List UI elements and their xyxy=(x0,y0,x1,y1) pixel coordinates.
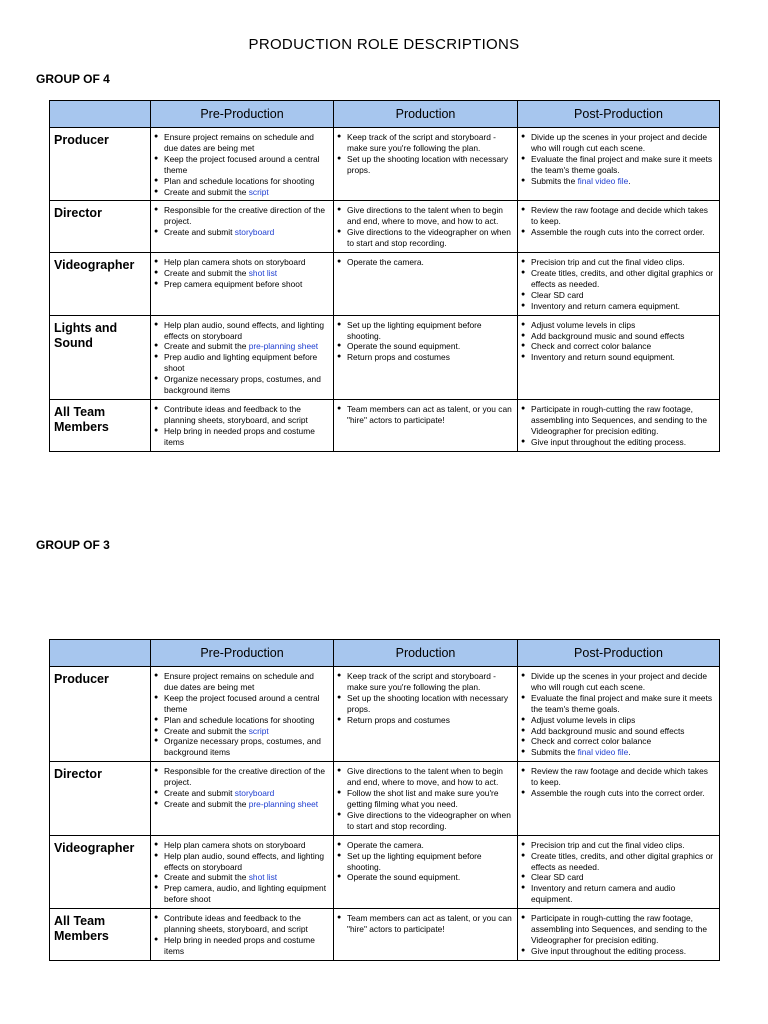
list-item xyxy=(521,205,716,227)
duty-text: Plan and schedule locations for shooting xyxy=(164,175,315,186)
duty-text: Help plan audio, sound effects, and lighting effects on storyboard xyxy=(164,850,325,872)
duty-cell xyxy=(151,399,334,451)
role-name-all-team-members: All Team Members xyxy=(50,399,151,451)
duty-text: Organize necessary props, costumes, and background items xyxy=(164,374,321,396)
duty-cell xyxy=(334,128,518,201)
duty-text: Create titles, credits, and other digital graphics or effects as needed. xyxy=(531,267,714,289)
header-corner xyxy=(50,101,151,128)
duty-text: Operate the sound equipment. xyxy=(347,341,461,352)
document-link[interactable]: script xyxy=(248,725,269,736)
duty-cell xyxy=(518,667,720,762)
list-item xyxy=(337,851,514,873)
duty-text: Plan and schedule locations for shooting xyxy=(164,714,315,725)
duty-text: Clear SD card xyxy=(531,872,584,883)
list-item xyxy=(154,352,330,374)
duty-list xyxy=(154,257,330,290)
duty-text: Help plan camera shots on storyboard xyxy=(164,839,306,850)
list-item xyxy=(337,205,514,227)
duty-cell xyxy=(151,835,334,908)
duty-text: Assemble the rough cuts into the correct order. xyxy=(531,788,705,799)
duty-text: Prep camera, audio, and lighting equipment before shoot xyxy=(164,883,327,905)
duty-text: Give directions to the videographer on when to start and stop recording. xyxy=(347,809,511,831)
list-item xyxy=(521,227,716,238)
group-label-4: GROUP OF 4 xyxy=(36,72,110,86)
duty-list xyxy=(337,766,514,831)
table-row xyxy=(50,128,720,201)
role-name-producer: Producer xyxy=(50,128,151,201)
duty-text: Participate in rough-cutting the raw footage, assembling into Sequences, and sending to the Videographer for precision editing. xyxy=(531,403,707,436)
list-item xyxy=(154,227,330,238)
duty-text: Create titles, credits, and other digital graphics or effects as needed. xyxy=(531,850,714,872)
duty-list xyxy=(521,766,716,799)
duty-text: Inventory and return sound equipment. xyxy=(531,352,675,363)
column-header-post-production: Post-Production xyxy=(518,101,720,128)
column-header-post-production: Post-Production xyxy=(518,640,720,667)
duty-list xyxy=(154,671,330,758)
list-item xyxy=(521,352,716,363)
header-row xyxy=(50,640,720,667)
duty-text: Ensure project remains on schedule and due dates are being met xyxy=(164,132,314,153)
duty-text: Divide up the scenes in your project and decide who will rough cut each scene. xyxy=(531,132,707,153)
header-row xyxy=(50,101,720,128)
duty-cell xyxy=(334,667,518,762)
document-link[interactable]: shot list xyxy=(248,872,278,883)
duty-cell xyxy=(151,201,334,253)
duty-text: Create and submit the xyxy=(164,872,249,883)
list-item xyxy=(337,352,514,363)
duty-text: Inventory and return camera equipment. xyxy=(531,300,680,311)
duty-text: Give directions to the videographer on when to start and stop recording. xyxy=(347,227,511,249)
duty-cell xyxy=(334,201,518,253)
duty-text: Keep the project focused around a central theme xyxy=(164,692,320,714)
list-item xyxy=(154,883,330,905)
duty-list xyxy=(154,913,330,957)
list-item xyxy=(154,671,330,693)
list-item xyxy=(154,268,330,279)
role-name-director: Director xyxy=(50,762,151,835)
list-item xyxy=(337,154,514,176)
table-row xyxy=(50,201,720,253)
duty-text: Give directions to the talent when to begin and end, where to move, and how to act. xyxy=(347,766,503,788)
role-table-group-of-4 xyxy=(49,100,720,452)
duty-cell xyxy=(151,909,334,961)
list-item xyxy=(521,788,716,799)
list-item xyxy=(521,341,716,352)
duty-text: Set up the shooting location with necessary props. xyxy=(347,692,509,714)
duty-text: Clear SD card xyxy=(531,289,584,300)
duty-text: Add background music and sound effects xyxy=(531,725,685,736)
list-item xyxy=(154,154,330,176)
list-item xyxy=(337,788,514,810)
list-item xyxy=(154,715,330,726)
duty-text: Operate the camera. xyxy=(347,839,424,850)
duty-list xyxy=(521,404,716,448)
duty-list xyxy=(337,404,514,426)
duty-text: Give directions to the talent when to begin and end, where to move, and how to act. xyxy=(347,205,503,227)
duty-text: Precision trip and cut the final video clips. xyxy=(531,257,685,268)
duty-text: Set up the lighting equipment before shooting. xyxy=(347,319,482,341)
duty-list xyxy=(521,671,716,758)
duty-list xyxy=(521,840,716,905)
duty-list xyxy=(337,132,514,176)
duty-text: Create and submit xyxy=(164,227,235,238)
list-item xyxy=(521,257,716,268)
list-item xyxy=(337,766,514,788)
role-name-videographer: Videographer xyxy=(50,253,151,316)
list-item xyxy=(337,404,514,426)
duty-cell xyxy=(334,315,518,399)
duty-text: Create and submit the xyxy=(164,186,249,197)
duty-list xyxy=(337,840,514,884)
table-row xyxy=(50,835,720,908)
duty-text: Precision trip and cut the final video clips. xyxy=(531,839,685,850)
column-header-production: Production xyxy=(334,101,518,128)
list-item xyxy=(337,840,514,851)
list-item xyxy=(154,132,330,154)
duty-text: Give input throughout the editing process. xyxy=(531,436,687,447)
duty-text: Adjust volume levels in clips xyxy=(531,714,636,725)
duty-list xyxy=(521,205,716,238)
document-link[interactable]: script xyxy=(248,186,269,197)
duty-text: Submits the xyxy=(531,175,578,186)
list-item xyxy=(521,946,716,957)
duty-text: Prep camera equipment before shoot xyxy=(164,278,303,289)
duty-list xyxy=(337,913,514,935)
list-item xyxy=(154,426,330,448)
document-link[interactable]: shot list xyxy=(248,267,278,278)
list-item xyxy=(521,404,716,437)
duty-text: Evaluate the final project and make sure it meets the team's theme goals. xyxy=(531,153,713,175)
duty-text: Responsible for the creative direction of the project. xyxy=(164,205,326,227)
duty-list xyxy=(521,257,716,312)
list-item xyxy=(154,913,330,935)
duty-text: Operate the sound equipment. xyxy=(347,872,461,883)
table-row xyxy=(50,909,720,961)
duty-text: Responsible for the creative direction of the project. xyxy=(164,766,326,788)
list-item xyxy=(521,437,716,448)
duty-text: Participate in rough-cutting the raw footage, assembling into Sequences, and sending to the Videographer for precision editing. xyxy=(531,913,707,945)
role-name-all-team-members: All Team Members xyxy=(50,909,151,961)
list-item xyxy=(154,726,330,737)
group-label-3: GROUP OF 3 xyxy=(36,538,110,552)
duty-list xyxy=(154,205,330,238)
table-row xyxy=(50,667,720,762)
duty-text: Evaluate the final project and make sure it meets the team's theme goals. xyxy=(531,692,713,714)
list-item xyxy=(154,851,330,873)
list-item xyxy=(521,301,716,312)
document-link[interactable]: final video file xyxy=(577,175,629,186)
list-item xyxy=(154,279,330,290)
duty-text: Ensure project remains on schedule and due dates are being met xyxy=(164,671,314,692)
duty-cell xyxy=(334,835,518,908)
duty-text: Help plan audio, sound effects, and lighting effects on storyboard xyxy=(164,319,325,341)
list-item xyxy=(521,320,716,331)
list-item xyxy=(154,935,330,957)
duty-cell xyxy=(518,399,720,451)
duty-cell xyxy=(151,315,334,399)
duty-list xyxy=(154,840,330,905)
list-item xyxy=(521,883,716,905)
duty-text: Team members can act as talent, or you can "hire" actors to participate! xyxy=(347,403,512,425)
duty-text: Create and submit the xyxy=(164,341,249,352)
list-item xyxy=(521,913,716,946)
list-item xyxy=(337,671,514,693)
duty-text: Create and submit the xyxy=(164,267,249,278)
header-corner xyxy=(50,640,151,667)
duty-text: Return props and costumes xyxy=(347,714,450,725)
role-name-videographer: Videographer xyxy=(50,835,151,908)
duty-text: Team members can act as talent, or you can "hire" actors to participate! xyxy=(347,913,512,935)
table-row xyxy=(50,315,720,399)
duty-cell xyxy=(334,399,518,451)
list-item xyxy=(521,671,716,693)
list-item xyxy=(521,726,716,737)
page-title: PRODUCTION ROLE DESCRIPTIONS xyxy=(248,36,520,53)
list-item xyxy=(154,341,330,352)
duty-list xyxy=(154,766,330,810)
duty-text: Follow the shot list and make sure you're getting filming what you need. xyxy=(347,788,499,809)
duty-list xyxy=(521,320,716,364)
duty-text: Contribute ideas and feedback to the planning sheets, storyboard, and script xyxy=(164,913,308,935)
list-item xyxy=(337,320,514,342)
duty-text: Adjust volume levels in clips xyxy=(531,319,636,330)
duty-cell xyxy=(151,128,334,201)
role-name-lights-and-sound: Lights and Sound xyxy=(50,315,151,399)
duty-text: Create and submit the xyxy=(164,725,249,736)
list-item xyxy=(521,736,716,747)
list-item xyxy=(337,913,514,935)
document-link[interactable]: final video file xyxy=(577,747,629,758)
duty-text: Keep track of the script and storyboard - make sure you're following the plan. xyxy=(347,132,496,153)
list-item xyxy=(521,154,716,176)
list-item xyxy=(154,736,330,758)
list-item xyxy=(337,810,514,832)
duty-list xyxy=(337,257,514,268)
duty-list xyxy=(154,404,330,448)
list-item xyxy=(154,205,330,227)
document-link[interactable]: pre-planning sheet xyxy=(248,798,319,809)
list-item xyxy=(154,320,330,342)
list-item xyxy=(521,693,716,715)
duty-cell xyxy=(518,128,720,201)
duty-text: Organize necessary props, costumes, and background items xyxy=(164,736,321,758)
table-row xyxy=(50,253,720,316)
duty-text: Submits the xyxy=(531,747,578,758)
duty-text: Operate the camera. xyxy=(347,257,424,268)
duty-text: Contribute ideas and feedback to the planning sheets, storyboard, and script xyxy=(164,403,308,425)
list-item xyxy=(337,227,514,249)
duty-text: Help bring in needed props and costume items xyxy=(164,425,315,447)
list-item xyxy=(154,840,330,851)
duty-text: Review the raw footage and decide which takes to keep. xyxy=(531,766,708,788)
duty-text: Add background music and sound effects xyxy=(531,330,685,341)
list-item xyxy=(337,257,514,268)
duty-text: Prep audio and lighting equipment before shoot xyxy=(164,352,318,374)
list-item xyxy=(521,132,716,154)
list-item xyxy=(154,187,330,198)
column-header-production: Production xyxy=(334,640,518,667)
role-name-producer: Producer xyxy=(50,667,151,762)
duty-list xyxy=(337,205,514,249)
duty-text: Create and submit xyxy=(164,788,235,799)
duty-list xyxy=(521,132,716,187)
duty-text: Check and correct color balance xyxy=(531,341,652,352)
list-item xyxy=(337,693,514,715)
list-item xyxy=(521,268,716,290)
duty-cell xyxy=(334,762,518,835)
duty-cell xyxy=(151,762,334,835)
duty-cell xyxy=(518,253,720,316)
duty-list xyxy=(154,132,330,197)
role-name-director: Director xyxy=(50,201,151,253)
list-item xyxy=(154,872,330,883)
list-item xyxy=(337,341,514,352)
duty-text-suffix: . xyxy=(628,175,631,186)
list-item xyxy=(521,851,716,873)
column-header-pre-production: Pre-Production xyxy=(151,101,334,128)
list-item xyxy=(521,290,716,301)
duty-text: Set up the lighting equipment before shooting. xyxy=(347,850,482,872)
list-item xyxy=(154,404,330,426)
list-item xyxy=(337,715,514,726)
list-item xyxy=(154,799,330,810)
column-header-pre-production: Pre-Production xyxy=(151,640,334,667)
duty-cell xyxy=(151,253,334,316)
duty-text: Set up the shooting location with necessary props. xyxy=(347,153,509,175)
list-item xyxy=(154,374,330,396)
document-link[interactable]: storyboard xyxy=(234,227,275,238)
duty-cell xyxy=(518,315,720,399)
list-item xyxy=(521,176,716,187)
duty-text: Inventory and return camera and audio equipment. xyxy=(531,883,676,905)
duty-text: Help plan camera shots on storyboard xyxy=(164,257,306,268)
duty-list xyxy=(521,913,716,957)
duty-text: Return props and costumes xyxy=(347,352,450,363)
list-item xyxy=(337,132,514,154)
list-item xyxy=(154,176,330,187)
duty-text: Divide up the scenes in your project and decide who will rough cut each scene. xyxy=(531,671,707,692)
list-item xyxy=(521,747,716,758)
role-table-group-of-3 xyxy=(49,639,720,961)
duty-text: Keep the project focused around a central theme xyxy=(164,153,320,175)
list-item xyxy=(521,872,716,883)
list-item xyxy=(521,715,716,726)
duty-cell xyxy=(334,253,518,316)
list-item xyxy=(521,331,716,342)
duty-text: Keep track of the script and storyboard - make sure you're following the plan. xyxy=(347,671,496,692)
duty-text-suffix: . xyxy=(628,747,631,758)
document-link[interactable]: pre-planning sheet xyxy=(248,341,319,352)
duty-cell xyxy=(151,667,334,762)
duty-text: Give input throughout the editing process. xyxy=(531,945,687,956)
document-link[interactable]: storyboard xyxy=(234,788,275,799)
table-row xyxy=(50,762,720,835)
duty-list xyxy=(337,320,514,364)
duty-text: Help bring in needed props and costume items xyxy=(164,934,315,956)
duty-text: Assemble the rough cuts into the correct order. xyxy=(531,227,705,238)
list-item xyxy=(337,872,514,883)
list-item xyxy=(154,693,330,715)
duty-list xyxy=(154,320,330,396)
list-item xyxy=(154,788,330,799)
duty-list xyxy=(337,671,514,726)
list-item xyxy=(521,766,716,788)
duty-text: Create and submit the xyxy=(164,798,249,809)
table-row xyxy=(50,399,720,451)
duty-cell xyxy=(518,909,720,961)
list-item xyxy=(154,257,330,268)
list-item xyxy=(521,840,716,851)
duty-text: Check and correct color balance xyxy=(531,736,652,747)
list-item xyxy=(154,766,330,788)
duty-cell xyxy=(334,909,518,961)
duty-text: Review the raw footage and decide which takes to keep. xyxy=(531,205,708,227)
duty-cell xyxy=(518,762,720,835)
duty-cell xyxy=(518,201,720,253)
duty-cell xyxy=(518,835,720,908)
